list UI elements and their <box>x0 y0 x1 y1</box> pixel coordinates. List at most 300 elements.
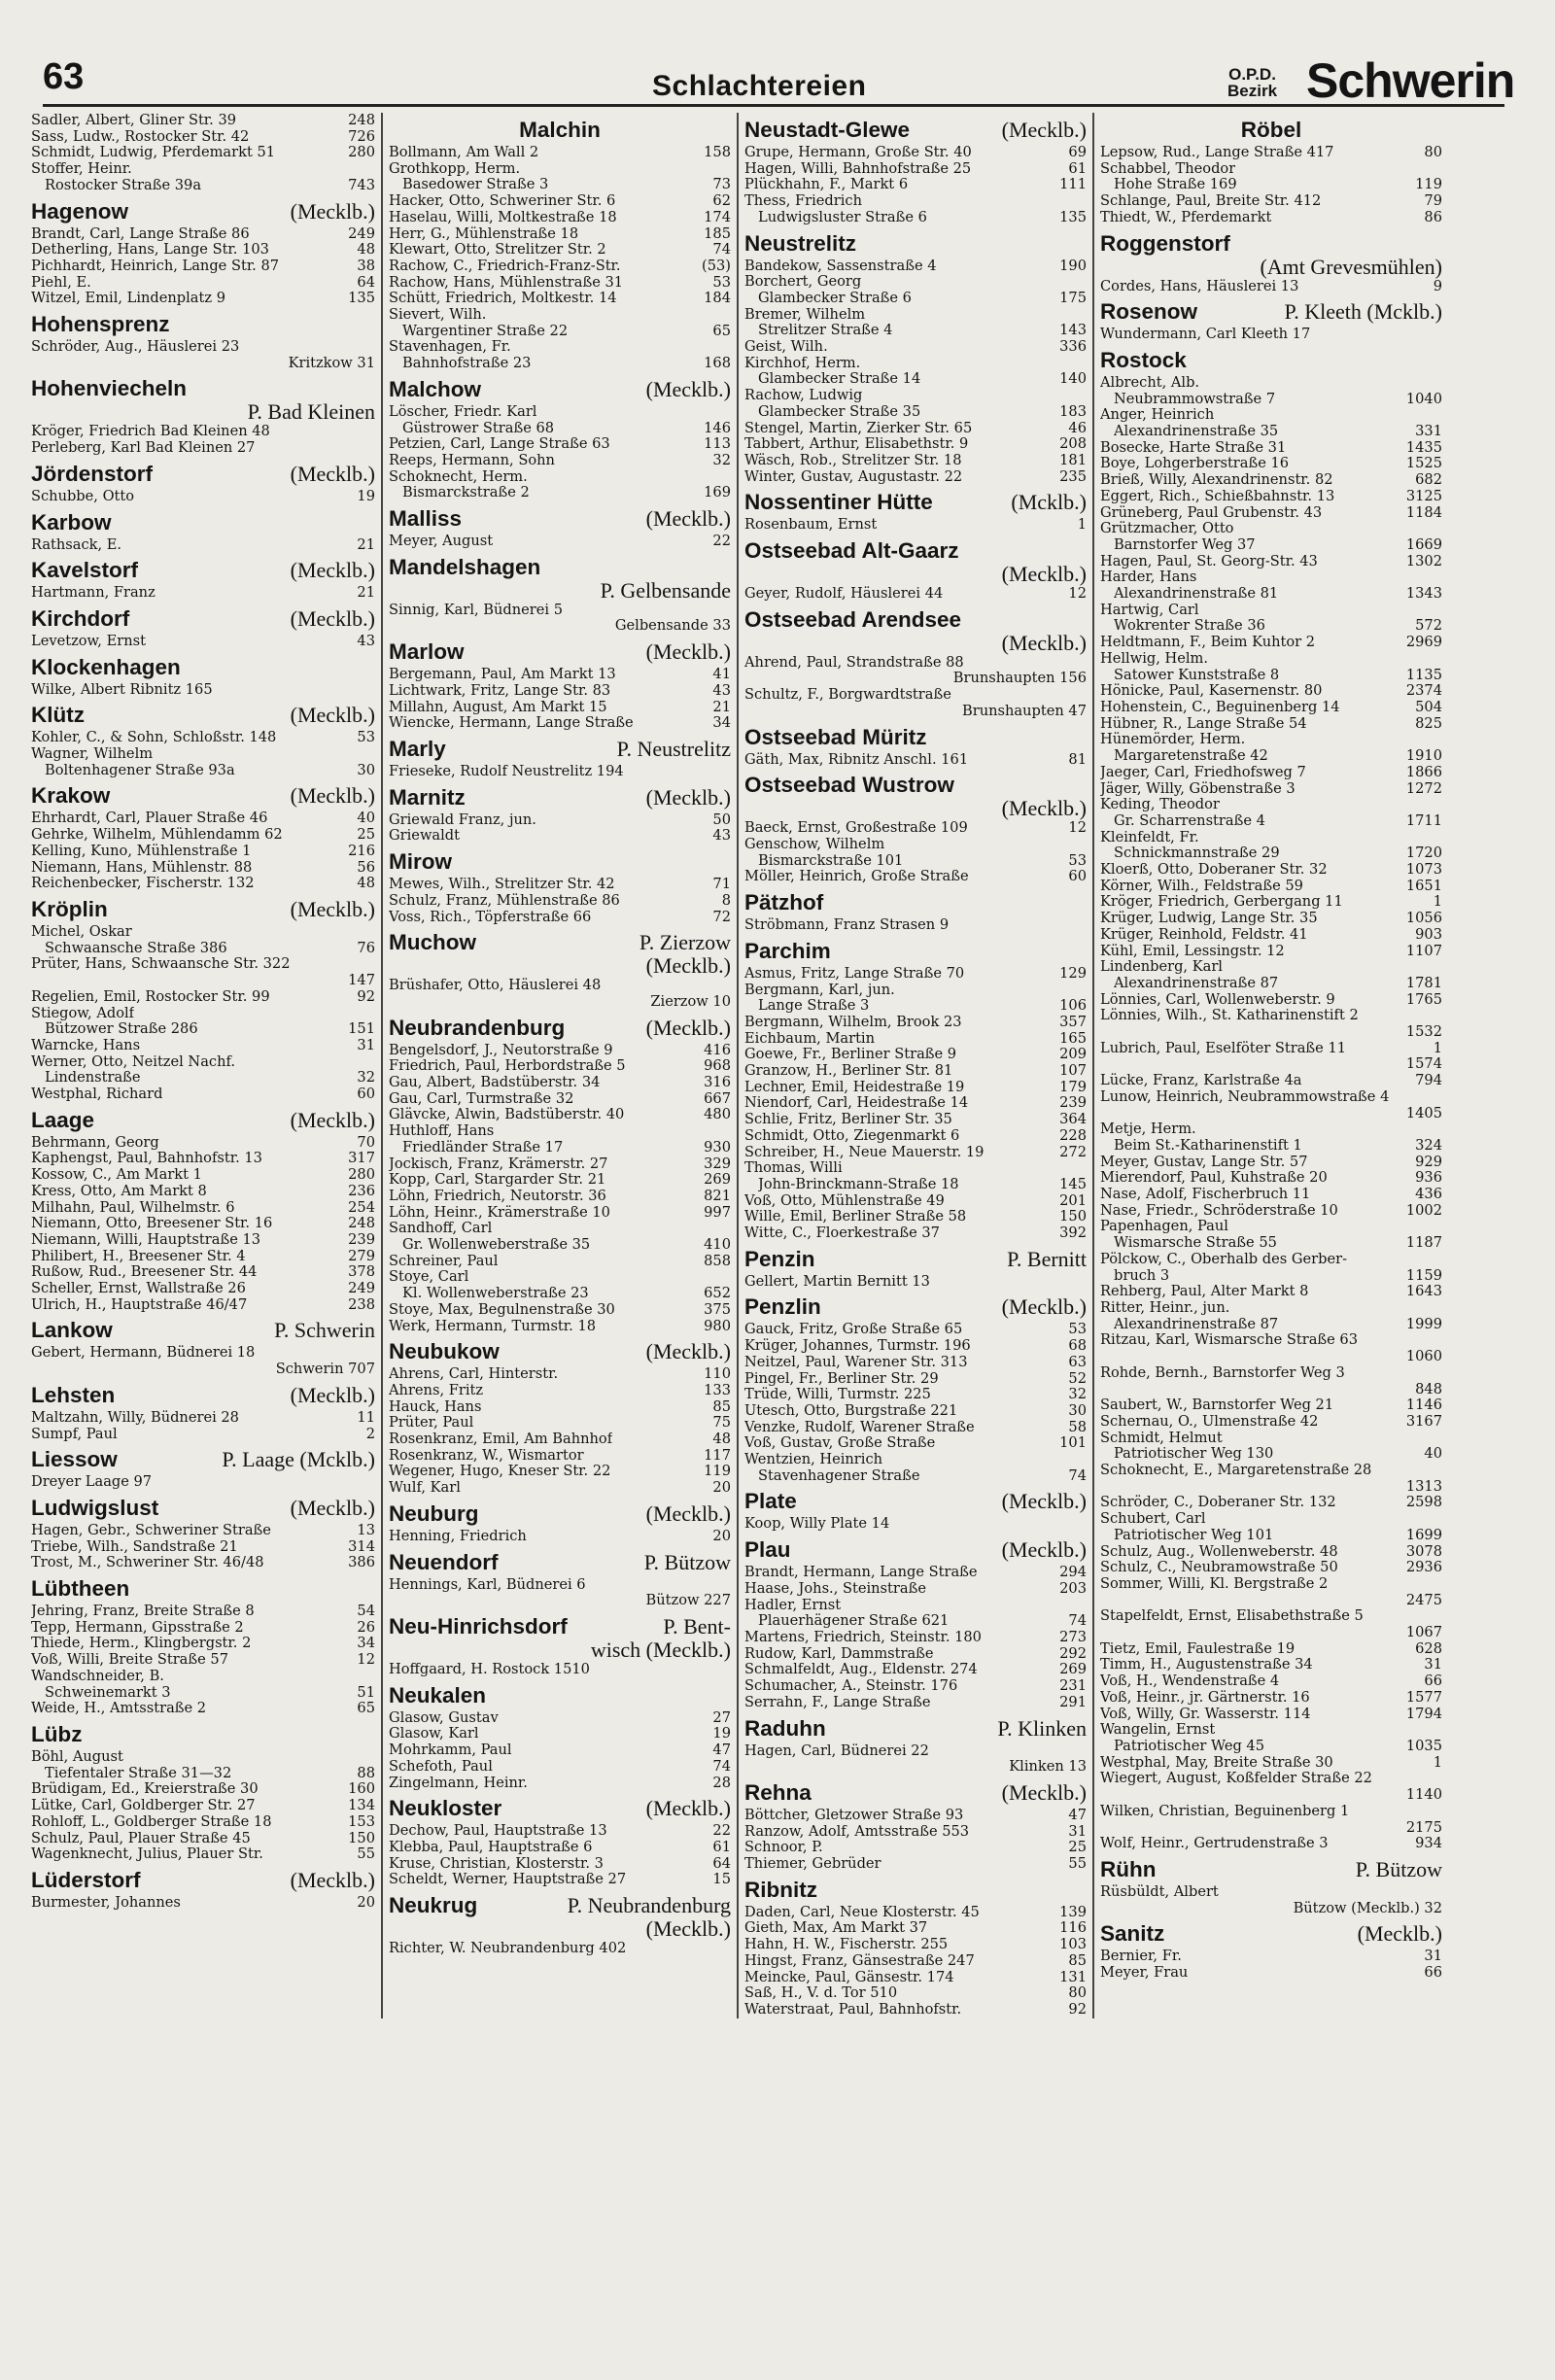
town-heading <box>744 607 1087 633</box>
list-item <box>744 1160 1087 1177</box>
list-item <box>1100 862 1442 879</box>
list-item <box>744 307 1087 324</box>
list-item <box>1100 1317 1442 1333</box>
town-heading <box>31 1868 375 1893</box>
list-item <box>744 1985 1087 2002</box>
entry-text: Lubrich, Paul, Eselföter Straße 11 <box>1100 1040 1347 1056</box>
list-item <box>389 715 731 732</box>
town-name: Neuburg <box>389 1500 479 1526</box>
list-item <box>744 421 1087 437</box>
list-item <box>1100 683 1442 700</box>
list-item <box>1100 1056 1442 1073</box>
entry-number: 73 <box>712 176 731 193</box>
entry-text: Hagen, Gebr., Schweriner Straße <box>31 1522 271 1538</box>
entry-number: 74 <box>712 1757 731 1775</box>
list-item <box>1100 456 1442 472</box>
entry-text: Niendorf, Carl, Heidestraße 14 <box>744 1095 969 1112</box>
entry-text: Alexandrinenstraße 87 <box>1114 1316 1279 1332</box>
list-item <box>744 210 1087 226</box>
entry-text: Alexandrinenstraße 87 <box>1114 975 1279 991</box>
entry-text: Grothkopp, Herm. <box>389 160 521 177</box>
town-name: Marlow <box>389 639 465 665</box>
entry-number: 68 <box>1068 1337 1087 1355</box>
list-item <box>744 145 1087 161</box>
entry-text: Witzel, Emil, Lindenplatz 9 <box>31 291 225 307</box>
list-item <box>1100 1771 1442 1787</box>
entry-number: 168 <box>704 355 731 372</box>
entry-number: 70 <box>357 1133 375 1151</box>
list-item <box>744 1095 1087 1112</box>
entry-number: 58 <box>1068 1418 1087 1435</box>
entry-number: 936 <box>1415 1169 1442 1187</box>
town-heading-continuation: (Amt Grevesmühlen) <box>1260 254 1442 279</box>
town-suffix: (Mecklb.) <box>1001 1537 1087 1563</box>
entry-number: 1056 <box>1405 910 1442 927</box>
entry-text: Ahrens, Carl, Hinterstr. <box>389 1366 559 1383</box>
entry-number: 1159 <box>1405 1266 1442 1284</box>
entry-text: Thomas, Willi <box>744 1160 843 1177</box>
entry-text: Lepsow, Rud., Lange Straße 417 <box>1100 145 1334 160</box>
list-item <box>31 1410 375 1427</box>
list-item <box>744 687 1087 704</box>
list-item <box>389 1140 731 1156</box>
list-item <box>744 671 1087 687</box>
list-item <box>389 307 731 324</box>
entry-number: 203 <box>1059 1579 1087 1597</box>
list-item <box>744 1177 1087 1193</box>
town-heading <box>31 655 375 680</box>
list-item <box>31 1701 375 1717</box>
entry-number: 1577 <box>1405 1688 1442 1706</box>
list-item <box>31 1814 375 1831</box>
town-suffix: P. Zierzow <box>639 930 731 955</box>
entry-number: 101 <box>1059 1434 1087 1452</box>
list-item <box>389 210 731 226</box>
entry-text: Anger, Heinrich <box>1100 407 1215 424</box>
entry-text: Möller, Heinrich, Große Straße <box>744 869 969 885</box>
entry-number: 12 <box>1068 585 1087 603</box>
list-item <box>744 1435 1087 1452</box>
entry-text: Prüter, Hans, Schwaansche Str. 322 <box>31 956 291 973</box>
list-item <box>389 1205 731 1222</box>
list-item <box>31 537 375 554</box>
town-name: Laage <box>31 1107 95 1132</box>
bezirk-label: Bezirk <box>1227 82 1278 100</box>
town-heading-continuation: wisch (Mecklb.) <box>590 1638 731 1662</box>
entry-text: Nase, Friedr., Schröderstraße 10 <box>1100 1202 1338 1219</box>
entry-number: 572 <box>1415 617 1442 635</box>
entry-text: Eggert, Rich., Schießbahnstr. 13 <box>1100 488 1335 504</box>
list-item <box>744 1015 1087 1031</box>
entry-text: Krüger, Ludwig, Lange Str. 35 <box>1100 911 1318 927</box>
entry-number: 272 <box>1059 1143 1087 1160</box>
entry-text: Glasow, Karl <box>389 1726 479 1742</box>
entry-text: Ströbmann, Franz Strasen 9 <box>744 917 950 934</box>
entry-text: Sass, Ludw., Rostocker Str. 42 <box>31 128 250 145</box>
entry-text: Goewe, Fr., Berliner Straße 9 <box>744 1047 957 1063</box>
entry-number: 1405 <box>1405 1104 1442 1121</box>
list-item <box>744 1598 1087 1614</box>
list-item <box>744 291 1087 307</box>
list-item <box>1100 1446 1442 1463</box>
list-item <box>389 1464 731 1480</box>
entry-number: 64 <box>357 273 375 291</box>
entry-text: Voß, Heinr., jr. Gärtnerstr. 16 <box>1100 1689 1310 1706</box>
entry-text: Hagen, Carl, Büdnerei 22 <box>744 1742 929 1759</box>
entry-text: Friedländer Straße 17 <box>402 1139 564 1156</box>
town-name: Ostseebad Alt-Gaarz <box>744 538 959 564</box>
list-item <box>389 1123 731 1140</box>
town-name: Roggenstorf <box>1100 230 1230 256</box>
list-item <box>1100 1138 1442 1155</box>
list-item <box>31 1846 375 1863</box>
entry-number: 113 <box>704 435 731 453</box>
list-item <box>1100 1495 1442 1511</box>
entry-text: Bandekow, Sassenstraße 4 <box>744 258 937 274</box>
list-item <box>1100 1544 1442 1561</box>
town-heading <box>744 1294 1087 1320</box>
town-heading <box>1100 348 1442 373</box>
list-item <box>389 356 731 372</box>
page-title: Schlachtereien <box>652 70 867 102</box>
entry-number: 980 <box>704 1317 731 1334</box>
entry-text: Timm, H., Augustenstraße 34 <box>1100 1657 1313 1673</box>
list-item <box>389 226 731 243</box>
town-name: Lehsten <box>31 1382 116 1407</box>
entry-text: Wandschneider, B. <box>31 1668 164 1684</box>
list-item <box>389 193 731 210</box>
town-heading <box>389 377 731 402</box>
list-item <box>389 1415 731 1431</box>
list-item <box>744 469 1087 486</box>
entry-number: 31 <box>357 1036 375 1053</box>
town-heading <box>31 897 375 922</box>
entry-number: 20 <box>712 1527 731 1544</box>
list-item <box>31 1427 375 1443</box>
entry-number: 86 <box>1424 208 1442 225</box>
entry-number: 65 <box>712 322 731 339</box>
entry-number: 291 <box>1059 1693 1087 1710</box>
entry-number: 1184 <box>1405 503 1442 521</box>
entry-text: Sommer, Willi, Kl. Bergstraße 2 <box>1100 1575 1329 1592</box>
entry-text: Bismarckstraße 2 <box>402 485 530 501</box>
entry-text: Ehrhardt, Carl, Plauer Straße 46 <box>31 811 268 827</box>
entry-number: 107 <box>1059 1062 1087 1080</box>
entry-text: Niemann, Hans, Mühlenstr. 88 <box>31 859 253 876</box>
entry-number: 1 <box>1433 1039 1442 1056</box>
entry-number: 21 <box>357 535 375 553</box>
list-item <box>31 242 375 259</box>
entry-text: Metje, Herm. <box>1100 1121 1196 1138</box>
list-item <box>1100 1008 1442 1024</box>
list-item <box>389 259 731 275</box>
list-item <box>389 1269 731 1286</box>
list-item <box>389 161 731 178</box>
town-name: Rostock <box>1100 347 1187 372</box>
entry-number: 65 <box>357 1700 375 1717</box>
list-item <box>1100 1382 1442 1398</box>
entry-number: 1302 <box>1405 552 1442 569</box>
list-item <box>389 1043 731 1059</box>
town-suffix: (Mecklb.) <box>645 506 731 532</box>
entry-number: 375 <box>704 1300 731 1318</box>
entry-text: Lichtwark, Fritz, Lange Str. 83 <box>389 682 611 699</box>
list-item <box>31 1184 375 1200</box>
entry-text: Kelling, Kuno, Mühlenstraße 1 <box>31 843 252 859</box>
entry-text: Ludwigsluster Straße 6 <box>758 209 927 225</box>
list-item <box>31 1895 375 1912</box>
entry-number: 106 <box>1059 997 1087 1015</box>
entry-text: Waterstraat, Paul, Bahnhofstr. <box>744 2001 962 2018</box>
entry-number: 46 <box>1068 419 1087 436</box>
town-suffix: (Mecklb.) <box>645 784 731 810</box>
entry-text: Saubert, W., Barnstorfer Weg 21 <box>1100 1397 1334 1414</box>
list-item <box>31 1297 375 1314</box>
entry-text: Tabbert, Arthur, Elisabethstr. 9 <box>744 436 969 453</box>
entry-number: 32 <box>712 451 731 468</box>
list-item <box>31 1620 375 1637</box>
entry-number: 903 <box>1415 925 1442 943</box>
entry-number: 858 <box>704 1252 731 1269</box>
entry-number: 324 <box>1415 1136 1442 1154</box>
entry-text: Gelbensande 33 <box>614 618 731 635</box>
list-item <box>1100 177 1442 193</box>
entry-text: Gr. Wollenweberstraße 35 <box>402 1237 591 1254</box>
town-heading <box>389 1501 731 1527</box>
entry-text: Rosenkranz, Emil, Am Bahnhof <box>389 1431 613 1448</box>
list-item <box>389 877 731 893</box>
entry-text: Gebert, Hermann, Büdnerei 18 <box>31 1345 256 1362</box>
town-name: Pätzhof <box>744 890 824 915</box>
entry-text: Pölckow, C., Oberhalb des Gerber- <box>1100 1251 1348 1267</box>
town-name: Raduhn <box>744 1715 826 1741</box>
town-suffix: (Mecklb.) <box>1001 1489 1087 1514</box>
entry-number: 56 <box>357 858 375 876</box>
entry-number: 20 <box>357 1893 375 1911</box>
entry-number: 30 <box>357 761 375 778</box>
entry-number: 151 <box>348 1020 375 1038</box>
town-suffix: (Mecklb.) <box>290 1107 375 1132</box>
list-item <box>389 1075 731 1091</box>
town-heading <box>389 849 731 875</box>
entry-number: 3125 <box>1405 487 1442 504</box>
list-item <box>1100 145 1442 161</box>
list-item <box>1100 1884 1442 1901</box>
entry-text: Kröger, Friedrich, Gerbergang 11 <box>1100 894 1343 911</box>
entry-text: Hadler, Ernst <box>744 1597 842 1613</box>
list-item <box>389 1107 731 1123</box>
list-item <box>31 585 375 602</box>
list-item <box>744 1516 1087 1533</box>
town-heading-continuation: (Mecklb.) <box>1001 796 1087 821</box>
town-heading <box>744 1489 1087 1514</box>
town-suffix: (Mecklb.) <box>1357 1921 1442 1947</box>
entry-number: 410 <box>704 1236 731 1254</box>
entry-text: Genschow, Wilhelm <box>744 836 885 852</box>
entry-number: 47 <box>712 1742 731 1759</box>
list-item <box>744 1047 1087 1063</box>
entry-number: 743 <box>348 176 375 193</box>
town-heading-continuation: P. Bad Kleinen <box>247 399 375 425</box>
list-item <box>389 1383 731 1399</box>
entry-number: 997 <box>704 1203 731 1221</box>
entry-text: Schlie, Fritz, Berliner Str. 35 <box>744 1112 952 1128</box>
entry-number: 80 <box>1068 1984 1087 2002</box>
entry-text: Glambecker Straße 35 <box>758 403 921 420</box>
entry-number: 249 <box>348 1280 375 1297</box>
entry-number: 1187 <box>1405 1234 1442 1252</box>
list-item <box>1100 911 1442 927</box>
entry-text: Dreyer Laage 97 <box>31 1474 153 1491</box>
town-suffix: P. Kleeth (Mcklb.) <box>1284 299 1442 325</box>
entry-number: 1669 <box>1405 535 1442 553</box>
entry-text: Rachow, Hans, Mühlenstraße 31 <box>389 274 624 291</box>
entry-number: 38 <box>357 257 375 274</box>
entry-text: Jaeger, Carl, Friedhofsweg 7 <box>1100 764 1306 780</box>
entry-text: Rohloff, L., Goldberger Straße 18 <box>31 1813 272 1830</box>
entry-text: Lütke, Carl, Goldberger Str. 27 <box>31 1798 256 1814</box>
entry-number: 133 <box>704 1381 731 1398</box>
list-item <box>744 339 1087 356</box>
entry-number: 110 <box>704 1365 731 1383</box>
list-item <box>1100 813 1442 830</box>
list-item <box>744 371 1087 388</box>
entry-text: Voß, H., Wendenstraße 4 <box>1100 1673 1280 1690</box>
list-item <box>1100 407 1442 424</box>
entry-number: 3078 <box>1405 1542 1442 1560</box>
entry-text: Grüneberg, Paul Grubenstr. 43 <box>1100 504 1323 521</box>
list-item <box>389 893 731 910</box>
entry-number: 628 <box>1415 1639 1442 1657</box>
list-item <box>1100 569 1442 586</box>
entry-text: Thiedt, W., Pferdemarkt <box>1100 209 1272 225</box>
town-heading <box>389 930 731 955</box>
list-item <box>31 989 375 1006</box>
entry-text: Rachow, Ludwig <box>744 388 863 404</box>
entry-number: 53 <box>357 729 375 746</box>
list-item <box>31 1669 375 1685</box>
entry-number: 179 <box>1059 1078 1087 1095</box>
town-heading <box>1100 118 1442 143</box>
town-name: Neukrug <box>389 1893 478 1918</box>
entry-number: 72 <box>712 908 731 925</box>
entry-number: 934 <box>1415 1835 1442 1852</box>
entry-text: Philibert, H., Breesener Str. 4 <box>31 1248 246 1264</box>
entry-number: 43 <box>357 632 375 649</box>
town-name: Röbel <box>1240 118 1302 142</box>
entry-number: 238 <box>348 1295 375 1313</box>
list-item <box>1100 1121 1442 1138</box>
entry-text: Kleinfeldt, Fr. <box>1100 829 1199 845</box>
list-item <box>31 1281 375 1297</box>
entry-number: 184 <box>704 290 731 307</box>
list-item <box>1100 1707 1442 1723</box>
entry-text: Klewart, Otto, Strelitzer Str. 2 <box>389 242 606 259</box>
entry-number: 55 <box>1068 1855 1087 1873</box>
entry-number: 32 <box>1068 1386 1087 1403</box>
list-item <box>744 1355 1087 1371</box>
list-item <box>31 973 375 989</box>
town-name: Kavelstorf <box>31 558 139 583</box>
entry-text: Schmidt, Otto, Ziegenmarkt 6 <box>744 1127 960 1144</box>
entry-text: Heldtmann, F., Beim Kuhtor 2 <box>1100 635 1316 651</box>
entry-text: Kl. Wollenweberstraße 23 <box>402 1286 589 1302</box>
list-item <box>744 704 1087 720</box>
entry-text: Griewald Franz, jun. <box>389 811 536 828</box>
entry-text: Detherling, Hans, Lange Str. 103 <box>31 242 269 259</box>
list-item <box>389 1840 731 1856</box>
entry-number: 280 <box>348 144 375 161</box>
list-item <box>389 145 731 161</box>
list-item <box>31 634 375 650</box>
list-item <box>744 356 1087 372</box>
town-heading <box>389 555 731 580</box>
entry-text: Westphal, Richard <box>31 1087 163 1103</box>
entry-number: 165 <box>1059 1029 1087 1047</box>
entry-number: 31 <box>1068 1822 1087 1840</box>
entry-number: 32 <box>357 1069 375 1087</box>
entry-text: Millahn, August, Am Markt 15 <box>389 699 607 715</box>
entry-text: Huthloff, Hans <box>389 1123 495 1140</box>
list-item <box>1100 845 1442 862</box>
town-name: Rühn <box>1100 1856 1157 1881</box>
list-item <box>389 828 731 845</box>
town-heading <box>389 1016 731 1041</box>
town-heading <box>31 558 375 583</box>
entry-number: 248 <box>348 1215 375 1232</box>
entry-text: Margaretenstraße 42 <box>1114 748 1268 765</box>
town-name: Mandelshagen <box>389 554 541 579</box>
entry-text: Serrahn, F., Lange Straße <box>744 1694 931 1710</box>
list-item <box>389 812 731 829</box>
list-item <box>389 1662 731 1678</box>
entry-text: Herr, G., Mühlenstraße 18 <box>389 225 579 242</box>
town-heading <box>744 1537 1087 1563</box>
list-item <box>31 1345 375 1362</box>
entry-number: 66 <box>1424 1964 1442 1982</box>
entry-number: 929 <box>1415 1153 1442 1170</box>
entry-text: Dechow, Paul, Hauptstraße 13 <box>389 1823 607 1840</box>
list-item <box>1100 959 1442 976</box>
town-heading <box>31 1447 375 1472</box>
list-item <box>31 1264 375 1281</box>
entry-number: 1999 <box>1405 1315 1442 1332</box>
entry-number: 2374 <box>1405 682 1442 700</box>
list-item <box>744 869 1087 885</box>
list-item <box>31 1539 375 1556</box>
list-item <box>1100 1365 1442 1382</box>
list-item <box>1100 1739 1442 1755</box>
list-item <box>1100 586 1442 603</box>
entry-number: 1699 <box>1405 1526 1442 1543</box>
list-item <box>31 1474 375 1491</box>
list-item <box>1100 375 1442 392</box>
entry-text: Pichhardt, Heinrich, Lange Str. 87 <box>31 258 280 274</box>
entry-text: Pingel, Fr., Berliner Str. 29 <box>744 1370 939 1387</box>
entry-text: Schnoor, P. <box>744 1840 823 1856</box>
list-item <box>744 1905 1087 1921</box>
entry-number: 181 <box>1059 451 1087 468</box>
list-item <box>389 1872 731 1888</box>
entry-text: Schlange, Paul, Breite Str. 412 <box>1100 193 1322 210</box>
entry-number: 64 <box>712 1854 731 1872</box>
entry-text: Westphal, May, Breite Straße 30 <box>1100 1754 1333 1771</box>
entry-text: Scheldt, Werner, Hauptstraße 27 <box>389 1872 627 1888</box>
header-rule <box>43 104 1504 107</box>
entry-text: Bergmann, Karl, jun. <box>744 982 895 998</box>
town-suffix: (Mecklb.) <box>645 1339 731 1364</box>
entry-text: Meincke, Paul, Gänsestr. 174 <box>744 1969 954 1985</box>
